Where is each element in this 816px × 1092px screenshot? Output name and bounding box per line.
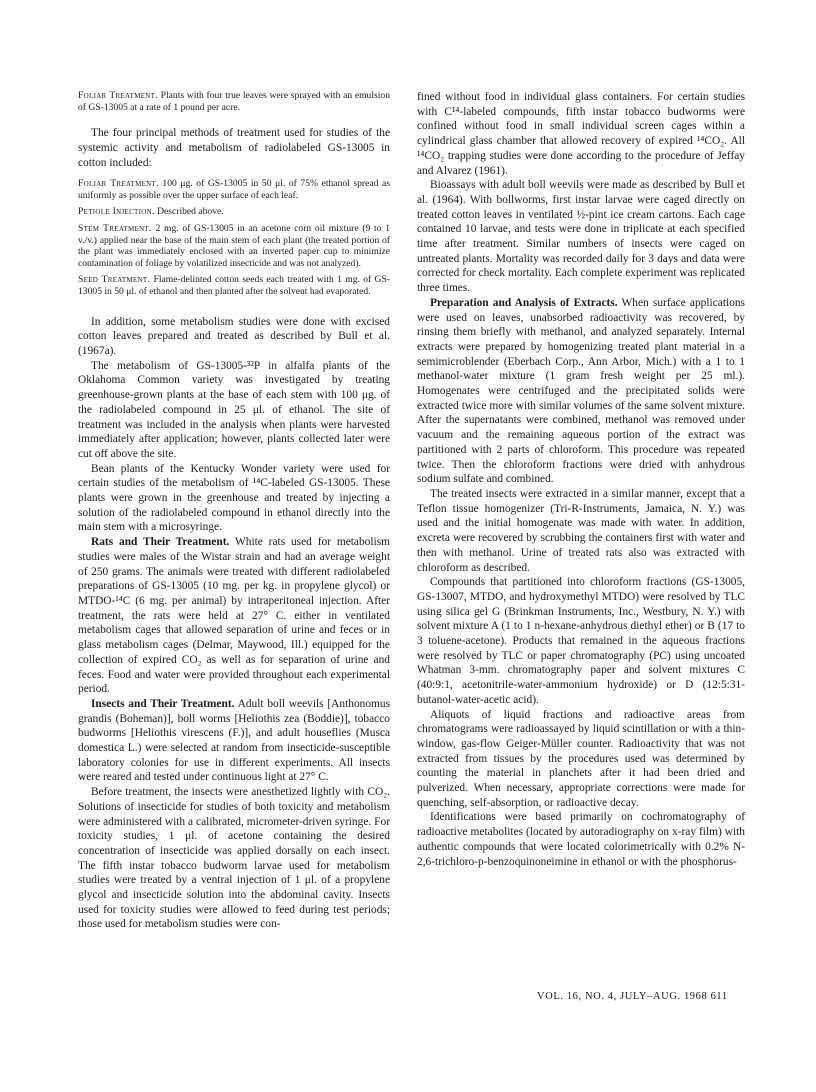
paragraph: In addition, some metabolism studies were done with excised cotton leaves prepared and treated as described by Bull et al. (1967a). <box>78 315 390 358</box>
paragraph: The four principal methods of treatment used for studies of the systemic activity and metabolism of radiolabeled GS-13005 in cotton included: <box>78 127 390 169</box>
section-heading: Preparation and Analysis of Extracts. <box>430 296 618 309</box>
paragraph-insects <box>78 697 390 785</box>
paragraph-extracts <box>417 296 745 487</box>
method-item <box>78 178 390 201</box>
paragraph: fined without food in individual glass containers. For certain studies with C¹⁴-labeled compounds, fifth instar tobacco budworms were confined without food in small individual screen cages within a cylindrical glass chamber that allowed recovery of expired ¹⁴CO₂. All ¹⁴CO₂ trapping studies were done according to the procedure of Jeffay and Alvarez (1961). <box>417 91 745 177</box>
right-column <box>417 90 745 869</box>
section-text: When surface applications were used on leaves, unabsorbed radioactivity was recovered, by rinsing them briefly with methanol, and analyzed separately. Internal extracts were prepared by homogenizing treated plant material in a semimicroblender (Eberbach Corp., Ann Arbor, Mich.) with a 1 to 1 methanol-water mixture (1 gram fresh weight per 25 ml.). Homogenates were centrifuged and the precipitated solids were extracted twice more with similar volumes of the same solvent mixture. After the supernatants were combined, methanol was removed under vacuum and the remaining aqueous portion of the extract was partitioned with 2 parts of chloroform. This procedure was repeated twice. Then the chloroform fractions were dried with anhydrous sodium sulfate and combined. <box>417 296 745 486</box>
paragraph: Compounds that partitioned into chloroform fractions (GS-13005, GS-13007, MTDO, and hydroxymethyl MTDO) were resolved by TLC using silica gel G (Brinkman Instruments, Inc., Westbury, N. Y.) with solvent mixture A (1 to 1 n-hexane-anhydrous diethyl ether) or B (17 to 3 toluene-acetone). Products that remained in the aqueous fractions were resolved by TLC or paper chromatography (PC) using uncoated Whatman 3-mm. chromatography paper and solvent mixtures C (40:9:1, acetonitrile-water-ammonium hydroxide) or D (12:5:31-butanol-water-acetic acid). <box>417 576 745 706</box>
section-text: White rats used for metabolism studies were males of the Wistar strain and had an average weight of 250 grams. The animals were treated with different radiolabeled preparations of GS-13005 (10 mg. per kg. in propylene glycol) or MTDO-¹⁴C (6 mg. per animal) by intraperitoneal injection. After treatment, the rats were held at 27° C. either in ventilated metabolism cages that allowed separation of urine and feces or in glass metabolism cages (Delmar, Maywood, Ill.) equipped for the collection of expired CO₂ as well as for separation of urine and feces. Food and water were provided throughout each experimental period. <box>78 536 391 696</box>
paragraph: Before treatment, the insects were anesthetized lightly with CO₂. Solutions of insecticide for studies of both toxicity and metabolism were administered with a calibrated, micrometer-driven syringe. For toxicity studies, 1 μl. of acetone containing the desired concentration of insecticide was applied dorsally on each insect. The fifth instar tobacco budworm larvae used for metabolism studies were treated by a ventral injection of 1 μl. of a propylene glycol and insecticide solution into the abdominal cavity. Insects used for toxicity studies were allowed to feed during test periods; those used for metabolism studies were con- <box>78 786 390 931</box>
method-text: Flame-delinted cotton seeds each treated with 1 mg. of GS-13005 in 50 μl. of ethanol and then planted after the solvent had evaporated. <box>78 274 390 298</box>
method-text: 100 μg. of GS-13005 in 50 μl. of 75% ethanol spread as uniformly as possible over the upper surface of each leaf. <box>78 178 391 201</box>
paragraph: Aliquots of liquid fractions and radioactive areas from chromatograms were radioassayed by liquid scintillation or with a thin-window, gas-flow Geiger-Müller counter. Radioactivity that was not extracted from tissues by the procedures used was determined by counting the material in planchets after it had been dried and pulverized. When necessary, appropriate corrections were made for quenching, self-absorption, or radioactive decay. <box>417 708 745 809</box>
foliar-intro <box>78 90 390 113</box>
paragraph-rats <box>78 535 390 697</box>
paragraph: Identifications were based primarily on cochromatography of radioactive metabolites (located by autoradiography on x-ray film) with authentic compounds that were located colorimetrically with 0.2% N-2,6-trichloro-p-benzoquinoneimine in ethanol or with the phosphorus- <box>417 811 745 868</box>
section-heading: Rats and Their Treatment. <box>91 536 230 549</box>
section-heading: Insects and Their Treatment. <box>91 697 235 710</box>
method-item <box>78 206 390 218</box>
methods-list <box>78 178 390 297</box>
paragraph: Bioassays with adult boll weevils were made as described by Bull et al. (1964). With bollworms, first instar larvae were caged directly on treated cotton leaves in ventilated ½-pint ice cream cartons. Each cage contained 10 larvae, and tests were done in triplicate at each specified time after treatment. Similar numbers of insects were caged on untreated plants. Mortality was recorded daily for 3 days and data were corrected for check mortality. Each complete experiment was replicated three times. <box>417 179 745 295</box>
method-head: Foliar Treatment. <box>78 90 158 101</box>
method-head: Petiole Injection. <box>78 206 155 218</box>
method-text: Plants with four true leaves were sprayed with an emulsion of GS-13005 at a rate of 1 pound per acre. <box>78 90 391 113</box>
paragraph: The metabolism of GS-13005-³²P in alfalfa plants of the Oklahoma Common variety was investigated by treating greenhouse-grown plants at the base of each stem with 100 μg. of the radiolabeled compound in 25 μl. of ethanol. The site of treatment was included in the analysis when plants were harvested immediately after application; however, plants collected later were cut off above the site. <box>78 359 390 460</box>
method-item <box>78 223 390 269</box>
section-text: Adult boll weevils [Anthonomus grandis (Boheman)], boll worms [Heliothis zea (Boddie)], tobacco budworms [Heliothis virescens (F.)], and adult houseflies (Musca domestica L.) were selected at random from insecticide-susceptible laboratory colonies for use in different experiments. All insects were reared and tested under continuous light at 27° C. <box>78 697 391 784</box>
page-footer: VOL. 16, NO. 4, JULY–AUG. 1968 611 <box>537 991 728 1002</box>
method-text: 2 mg. of GS-13005 in an acetone corn oil mixture (9 to 1 v./v.) applied near the base of the main stem of each plant (the treated portion of the plant was immediately enclosed with an inverted paper cup to minimize contamination of foliage by volatilized insecticide and was not analyzed). <box>78 223 390 269</box>
method-head: Foliar Treatment. <box>78 178 159 190</box>
method-item <box>78 274 390 297</box>
paragraph: The treated insects were extracted in a similar manner, except that a Teflon tissue homogenizer (Tri-R-Instruments, Jamaica, N. Y.) was used and the initial homogenate was made with water. In addition, excreta were recovered by scrubbing the containers first with water and then with methanol. Urine of treated rats also was extracted with chloroform as described. <box>417 487 745 574</box>
left-column <box>78 90 390 932</box>
method-head: Stem Treatment. <box>78 223 152 235</box>
method-head: Seed Treatment. <box>78 274 151 286</box>
method-text: Described above. <box>157 206 224 218</box>
paragraph: Bean plants of the Kentucky Wonder variety were used for certain studies of the metabolism of ¹⁴C-labeled GS-13005. These plants were grown in the greenhouse and treated by injecting a solution of the radiolabeled compound in ethanol directly into the main stem with a microsyringe. <box>78 462 390 534</box>
